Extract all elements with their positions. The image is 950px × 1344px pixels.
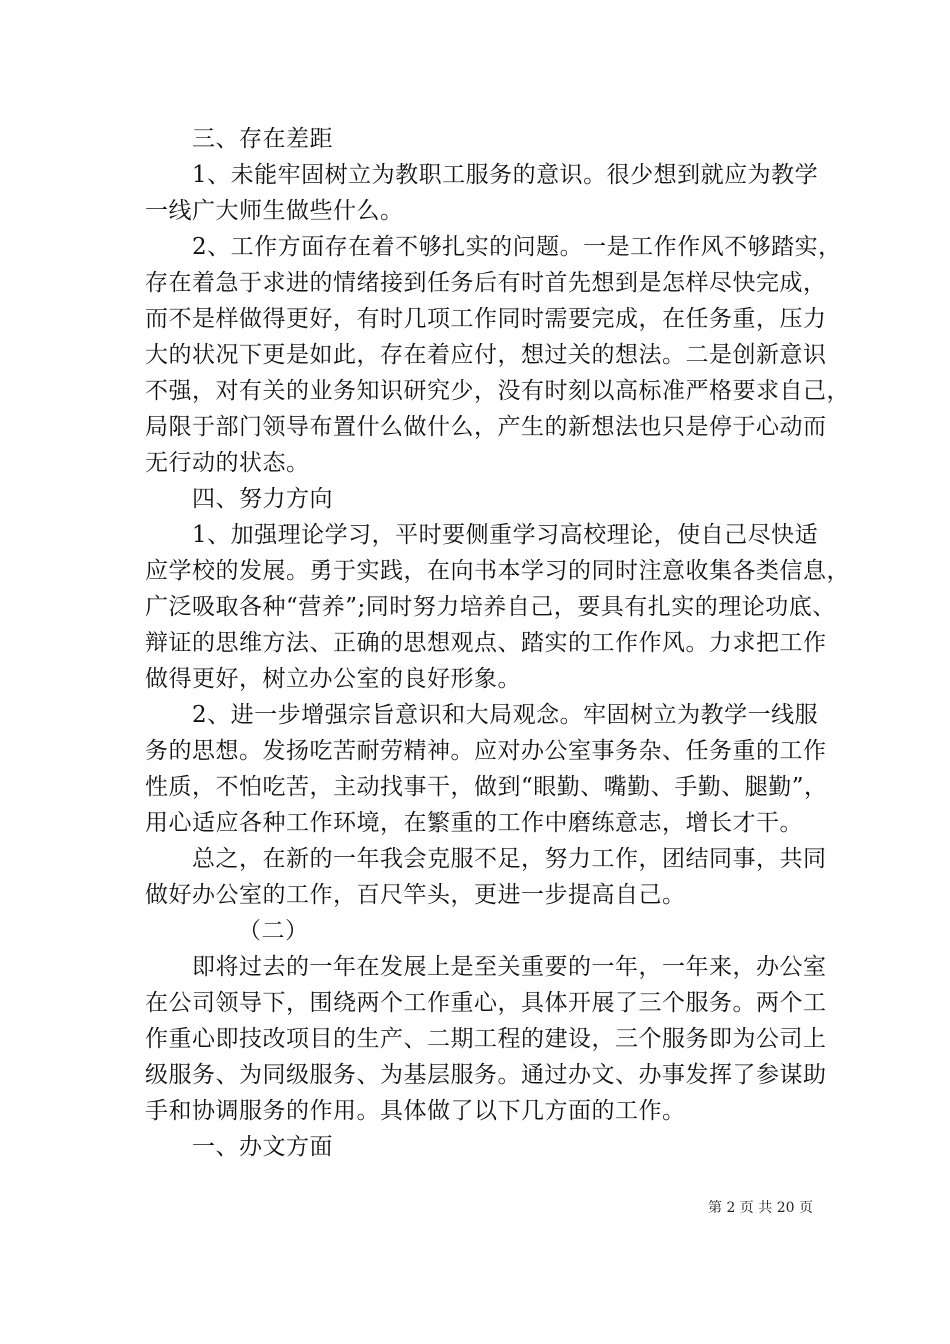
section-heading: 四、努力方向 (192, 486, 333, 512)
paragraph-line: 局限于部门领导布置什么做什么，产生的新想法也只是停于心动而 (145, 414, 827, 440)
paragraph-line: 手和协调服务的作用。具体做了以下几方面的工作。 (145, 1098, 686, 1124)
section-heading: 一、办文方面 (192, 1134, 333, 1160)
paragraph-line: 辩证的思维方法、正确的思想观点、踏实的工作作风。力求把工作 (145, 630, 827, 656)
paragraph-line: 而不是样做得更好，有时几项工作同时需要完成，在任务重，压力 (145, 306, 827, 332)
paragraph-line: 2、进一步增强宗旨意识和大局观念。牢固树立为教学一线服 (192, 702, 819, 728)
paragraph-line: 一线广大师生做些什么。 (145, 198, 404, 224)
paragraph-line: 做得更好，树立办公室的良好形象。 (145, 666, 521, 692)
paragraph-line: 用心适应各种工作环境，在繁重的工作中磨练意志，增长才干。 (145, 810, 803, 836)
paragraph-line: 应学校的发展。勇于实践，在向书本学习的同时注意收集各类信息， (145, 558, 850, 584)
paragraph-line: 总之，在新的一年我会克服不足，努力工作，团结同事，共同 (192, 846, 827, 872)
paragraph-line: 作重心即技改项目的生产、二期工程的建设，三个服务即为公司上 (145, 1026, 827, 1052)
paragraph-line: 性质，不怕吃苦，主动找事干，做到“眼勤、嘴勤、手勤、腿勤”， (145, 774, 828, 800)
paragraph-line: 存在着急于求进的情绪接到任务后有时首先想到是怎样尽快完成， (145, 270, 827, 296)
paragraph-line: 做好办公室的工作，百尺竿头，更进一步提高自己。 (145, 882, 686, 908)
page-footer: 第 2 页 共 20 页 (708, 1200, 813, 1216)
paragraph-line: 级服务、为同级服务、为基层服务。通过办文、办事发挥了参谋助 (145, 1062, 827, 1088)
paragraph-line: 不强，对有关的业务知识研究少，没有时刻以高标准严格要求自己， (145, 378, 850, 404)
paragraph-line: 1、加强理论学习，平时要侧重学习高校理论，使自己尽快适 (192, 522, 819, 548)
paragraph-line: 在公司领导下，围绕两个工作重心，具体开展了三个服务。两个工 (145, 990, 827, 1016)
paragraph-line: 务的思想。发扬吃苦耐劳精神。应对办公室事务杂、任务重的工作 (145, 738, 827, 764)
paragraph-line: 2、工作方面存在着不够扎实的问题。一是工作作风不够踏实， (192, 234, 842, 260)
paragraph-line: 大的状况下更是如此，存在着应付，想过关的想法。二是创新意识 (145, 342, 827, 368)
paragraph-line: 广泛吸取各种“营养”;同时努力培养自己，要具有扎实的理论功底、 (145, 594, 836, 620)
section-number: （二） (238, 918, 309, 944)
paragraph-line: 1、未能牢固树立为教职工服务的意识。很少想到就应为教学 (192, 162, 819, 188)
section-heading: 三、存在差距 (192, 126, 333, 152)
paragraph-line: 即将过去的一年在发展上是至关重要的一年，一年来，办公室 (192, 954, 827, 980)
paragraph-line: 无行动的状态。 (145, 450, 310, 476)
